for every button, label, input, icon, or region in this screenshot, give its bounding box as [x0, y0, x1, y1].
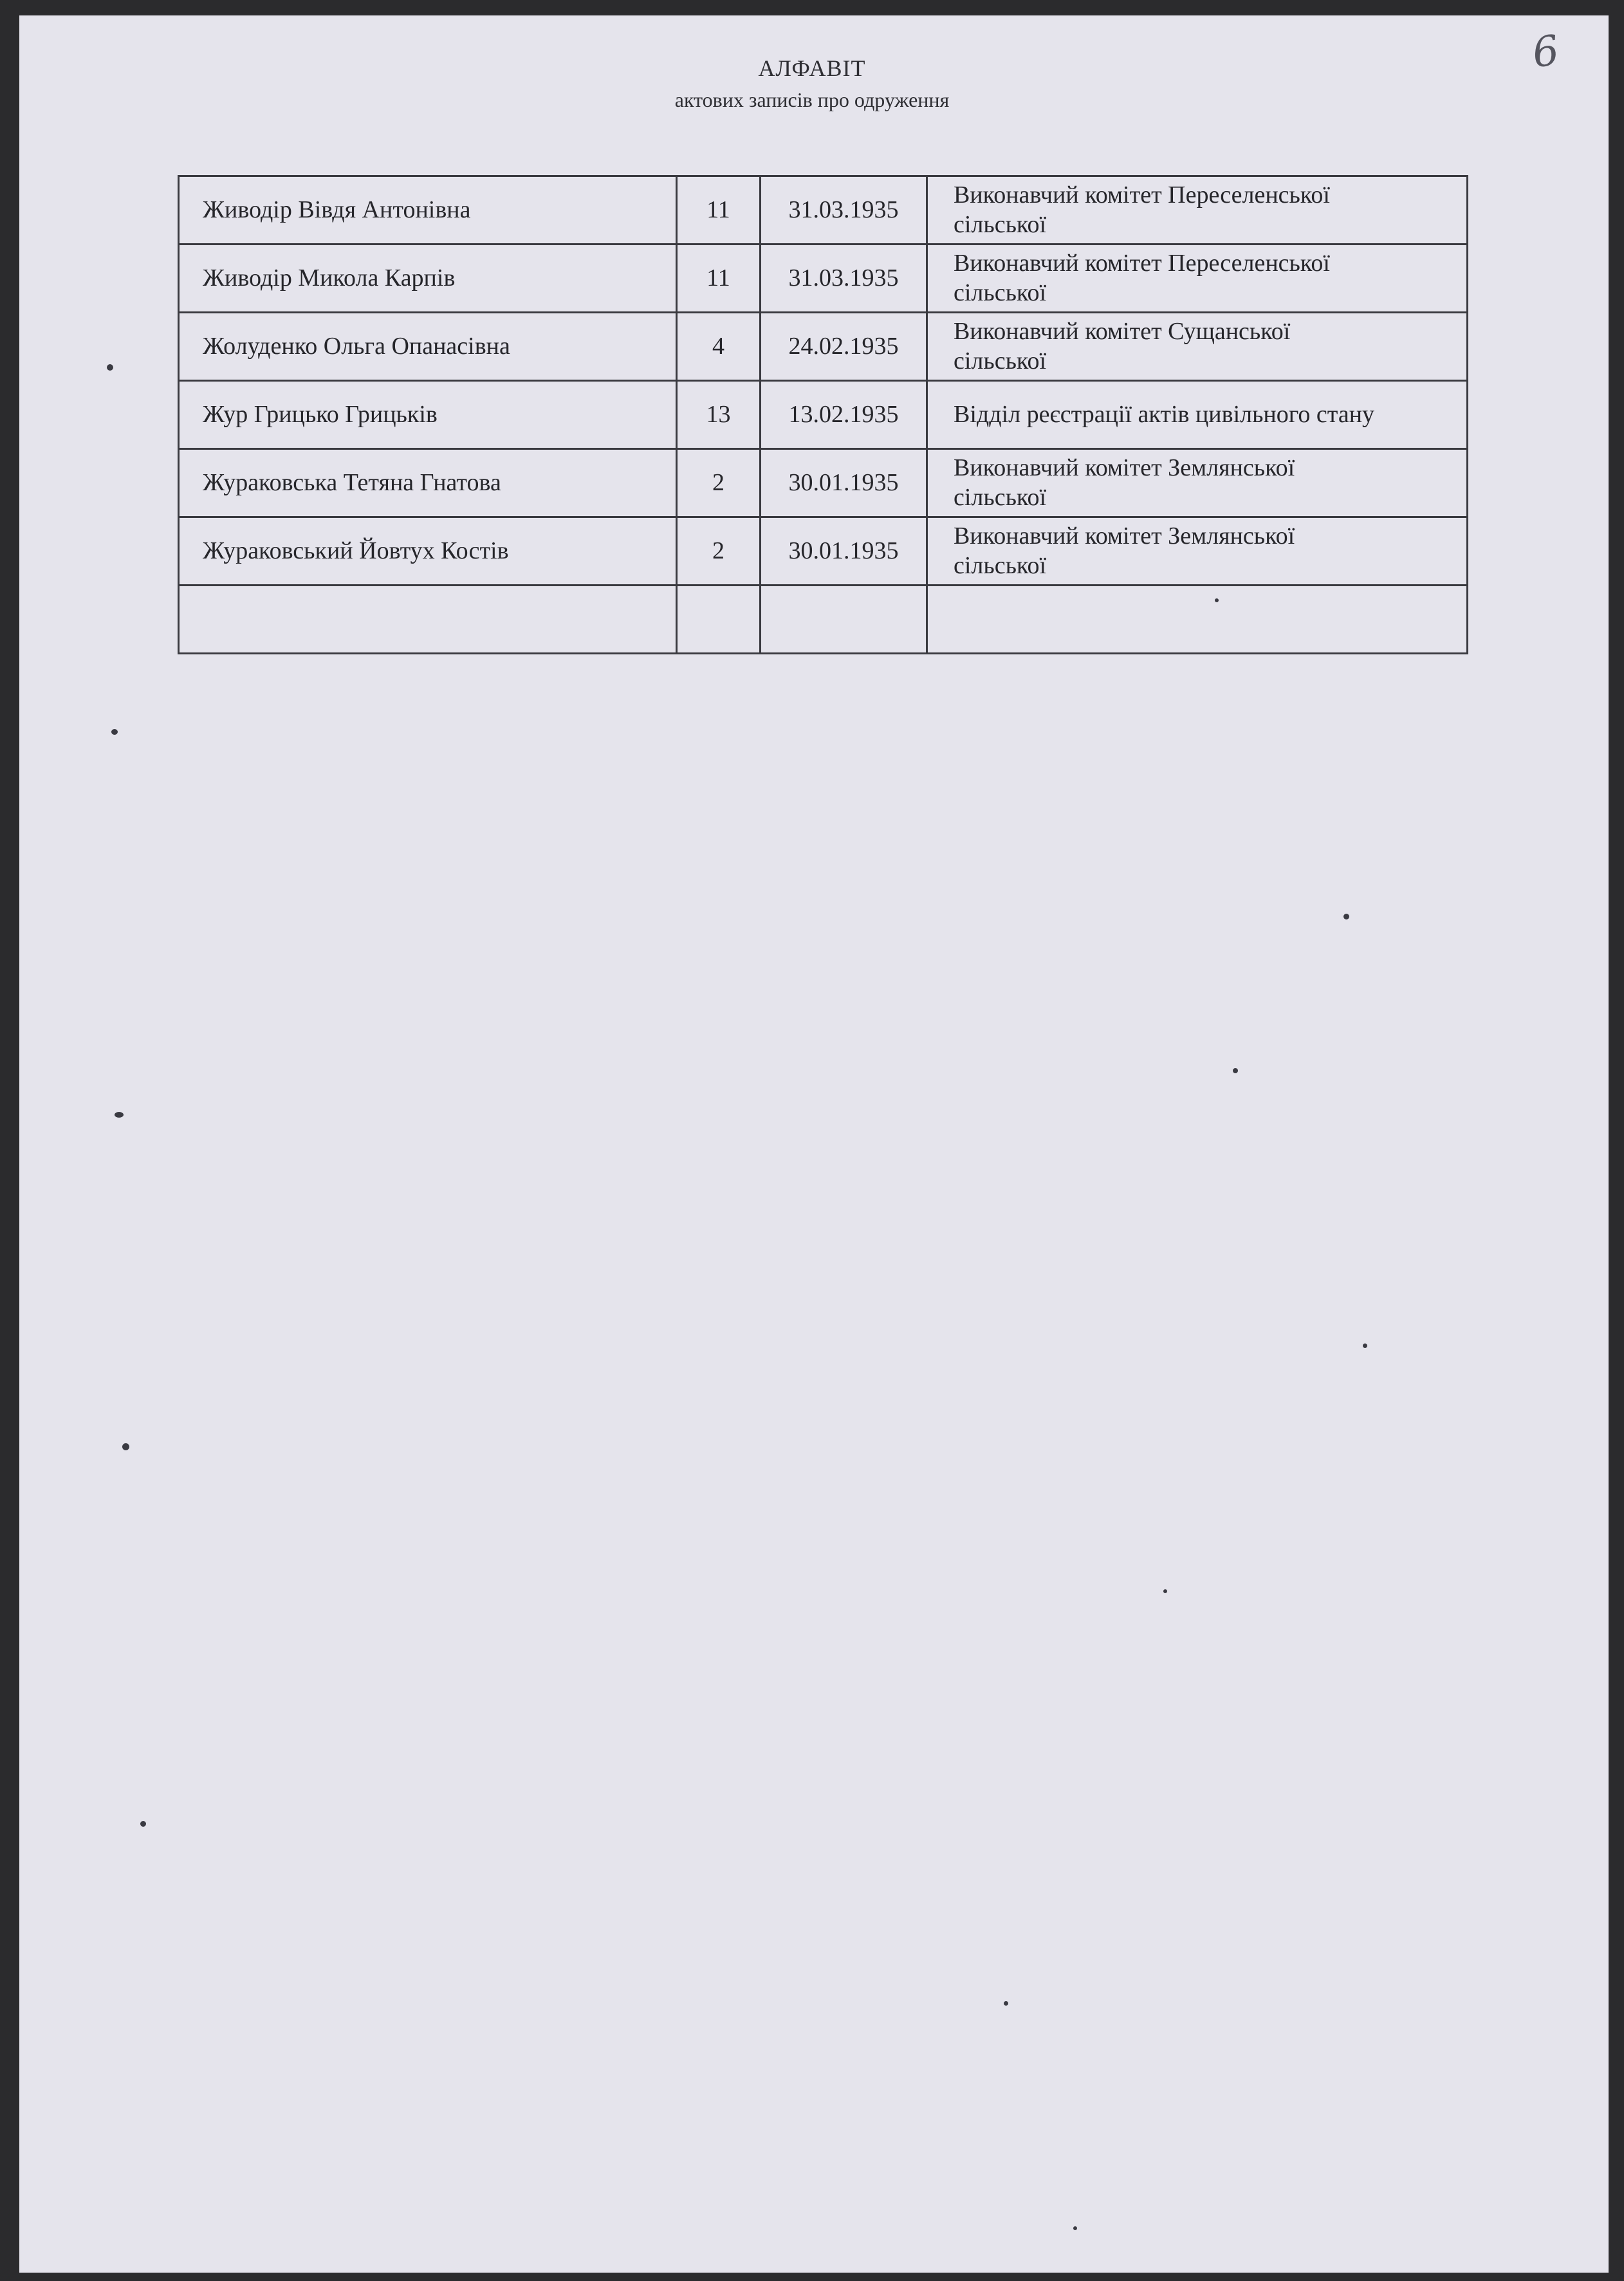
record-date-cell: 30.01.1935	[761, 517, 927, 586]
person-name-cell: Жураковський Йовтух Костів	[179, 517, 677, 586]
record-number-cell: 11	[677, 245, 761, 313]
authority-line-1: Виконавчий комітет Землянської	[954, 522, 1295, 549]
record-number-cell	[677, 586, 761, 654]
record-date-cell: 31.03.1935	[761, 245, 927, 313]
registering-authority-cell	[927, 245, 1468, 313]
scan-speck	[1215, 598, 1219, 602]
authority-line-2: сільської	[954, 551, 1047, 579]
scan-speck	[140, 1821, 146, 1827]
record-date-cell	[761, 586, 927, 654]
registering-authority-cell	[927, 313, 1468, 381]
person-name-cell: Живодір Микола Карпів	[179, 245, 677, 313]
scan-speck	[1073, 2226, 1077, 2230]
scan-speck	[1233, 1068, 1238, 1073]
authority-line-2: сільської	[954, 347, 1047, 374]
registering-authority-cell	[927, 381, 1468, 449]
document-subtitle: актових записів про одруження	[674, 88, 950, 111]
table-row	[179, 517, 1468, 586]
scan-speck	[1343, 914, 1349, 919]
table-row	[179, 313, 1468, 381]
person-name-cell: Живодір Вівдя Антонівна	[179, 176, 677, 245]
record-number-cell: 2	[677, 449, 761, 517]
table-row	[179, 176, 1468, 245]
record-date-cell: 30.01.1935	[761, 449, 927, 517]
authority-line-2: сільської	[954, 279, 1047, 306]
authority-line-1: Виконавчий комітет Переселенської	[954, 181, 1330, 208]
person-name-cell: Жураковська Тетяна Гнатова	[179, 449, 677, 517]
registering-authority-cell	[927, 517, 1468, 586]
table-row	[179, 381, 1468, 449]
person-name-cell: Жур Грицько Грицьків	[179, 381, 677, 449]
table-row-empty	[179, 586, 1468, 654]
authority-line-1: Виконавчий комітет Сущанської	[954, 317, 1291, 345]
record-number-cell: 4	[677, 313, 761, 381]
person-name-cell	[179, 586, 677, 654]
registering-authority-cell	[927, 176, 1468, 245]
scan-speck	[107, 364, 113, 371]
scan-speck	[111, 729, 118, 735]
table-row	[179, 245, 1468, 313]
table-row	[179, 449, 1468, 517]
handwritten-page-number: 6	[1529, 26, 1562, 78]
table-body	[179, 176, 1468, 654]
authority-line-2: сільської	[954, 210, 1047, 238]
scan-speck	[1163, 1589, 1167, 1593]
scan-speck	[122, 1443, 129, 1450]
record-number-cell: 11	[677, 176, 761, 245]
person-name-cell: Жолуденко Ольга Опанасівна	[179, 313, 677, 381]
record-number-cell: 13	[677, 381, 761, 449]
authority-line-1: Виконавчий комітет Переселенської	[954, 249, 1330, 277]
registering-authority-cell	[927, 586, 1468, 654]
registering-authority-cell	[927, 449, 1468, 517]
document-title: АЛФАВІТ	[758, 55, 866, 81]
authority-line-1: Відділ реєстрації актів цивільного стану	[954, 400, 1375, 428]
authority-line-1: Виконавчий комітет Землянської	[954, 454, 1295, 481]
marriage-records-table	[178, 175, 1468, 654]
authority-line-2: сільської	[954, 483, 1047, 511]
record-number-cell: 2	[677, 517, 761, 586]
scan-speck	[1004, 2001, 1008, 2006]
record-date-cell: 31.03.1935	[761, 176, 927, 245]
record-date-cell: 13.02.1935	[761, 381, 927, 449]
scan-speck	[1363, 1344, 1367, 1348]
scan-speck	[115, 1112, 124, 1118]
record-date-cell: 24.02.1935	[761, 313, 927, 381]
